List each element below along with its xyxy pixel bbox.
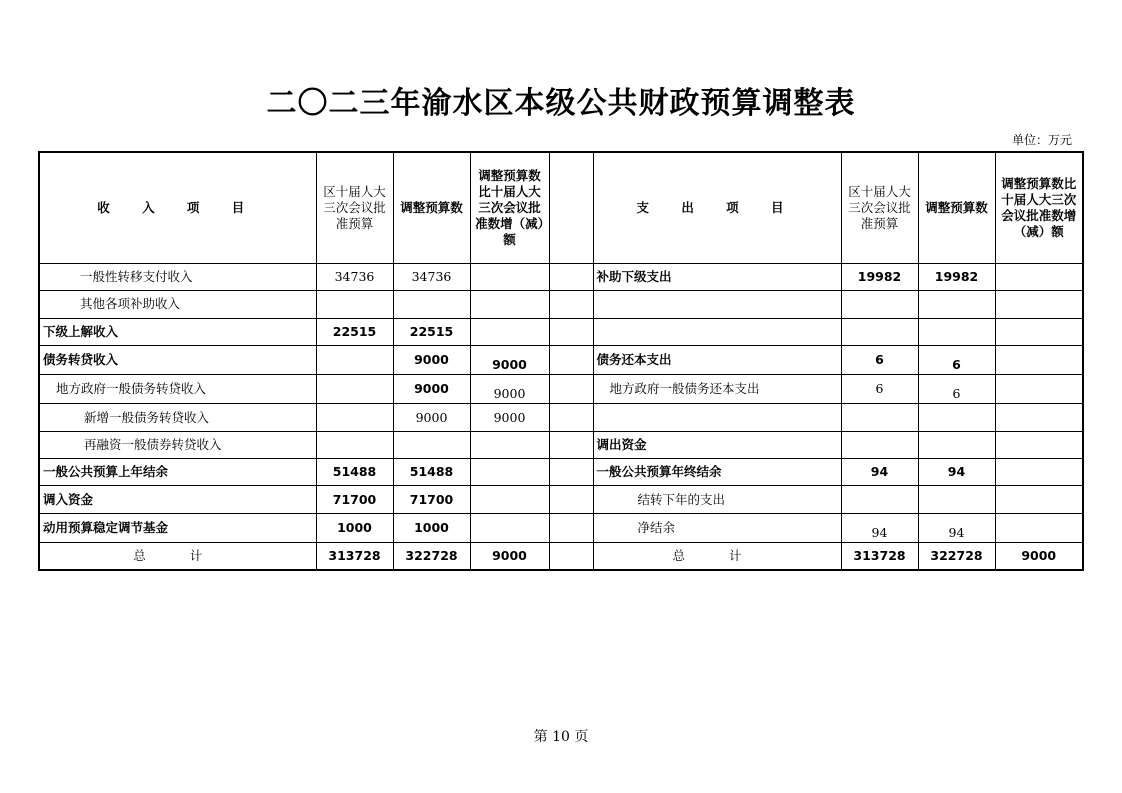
income-label: 地方政府一般债务转贷收入 bbox=[39, 375, 316, 404]
expense-adjusted: 6 bbox=[918, 345, 995, 374]
table-row bbox=[39, 404, 1083, 431]
header-row bbox=[39, 152, 1083, 264]
income-adjusted: 9000 bbox=[393, 345, 470, 374]
income-approved: 22515 bbox=[316, 318, 393, 345]
expense-label: 补助下级支出 bbox=[593, 264, 841, 291]
income-approved: 51488 bbox=[316, 459, 393, 486]
expense-label bbox=[593, 318, 841, 345]
expense-adjusted bbox=[918, 291, 995, 318]
expense-total-label: 总 计 bbox=[593, 542, 841, 570]
expense-approved: 94 bbox=[841, 459, 918, 486]
column-gap bbox=[549, 404, 593, 431]
column-gap bbox=[549, 264, 593, 291]
expense-approved bbox=[841, 486, 918, 513]
expense-label bbox=[593, 291, 841, 318]
table-row bbox=[39, 431, 1083, 458]
income-adjusted: 9000 bbox=[393, 375, 470, 404]
income-label: 一般公共预算上年结余 bbox=[39, 459, 316, 486]
income-change: 9000 bbox=[470, 404, 549, 431]
income-label: 一般性转移支付收入 bbox=[39, 264, 316, 291]
expense-adjusted: 6 bbox=[918, 375, 995, 404]
income-approved bbox=[316, 431, 393, 458]
expense-total-adjusted: 322728 bbox=[918, 542, 995, 570]
header-income-item: 收 入 项 目 bbox=[39, 152, 316, 264]
income-label: 债务转贷收入 bbox=[39, 345, 316, 374]
expense-approved: 6 bbox=[841, 345, 918, 374]
expense-change bbox=[995, 264, 1083, 291]
column-gap bbox=[549, 513, 593, 542]
table-row bbox=[39, 291, 1083, 318]
income-change bbox=[470, 291, 549, 318]
income-approved bbox=[316, 345, 393, 374]
expense-label: 债务还本支出 bbox=[593, 345, 841, 374]
income-change bbox=[470, 264, 549, 291]
table-row bbox=[39, 264, 1083, 291]
income-total-change: 9000 bbox=[470, 542, 549, 570]
expense-approved bbox=[841, 318, 918, 345]
income-label: 再融资一般债券转贷收入 bbox=[39, 431, 316, 458]
column-gap bbox=[549, 152, 593, 264]
page-title: 二〇二三年渝水区本级公共财政预算调整表 bbox=[266, 86, 856, 121]
income-label: 新增一般债务转贷收入 bbox=[39, 404, 316, 431]
expense-total-change: 9000 bbox=[995, 542, 1083, 570]
income-adjusted: 9000 bbox=[393, 404, 470, 431]
income-approved bbox=[316, 291, 393, 318]
income-total-label: 总 计 bbox=[39, 542, 316, 570]
header-income-change: 调整预算数比十届人大三次会议批准数增（减）额 bbox=[470, 152, 549, 264]
income-approved: 1000 bbox=[316, 513, 393, 542]
income-approved: 71700 bbox=[316, 486, 393, 513]
expense-adjusted bbox=[918, 404, 995, 431]
table-row bbox=[39, 486, 1083, 513]
expense-adjusted: 94 bbox=[918, 513, 995, 542]
column-gap bbox=[549, 318, 593, 345]
header-expense-item: 支 出 项 目 bbox=[593, 152, 841, 264]
table-row bbox=[39, 459, 1083, 486]
income-adjusted: 71700 bbox=[393, 486, 470, 513]
income-label: 下级上解收入 bbox=[39, 318, 316, 345]
expense-approved bbox=[841, 431, 918, 458]
income-label: 调入资金 bbox=[39, 486, 316, 513]
expense-approved: 6 bbox=[841, 375, 918, 404]
expense-label: 调出资金 bbox=[593, 431, 841, 458]
table-row bbox=[39, 375, 1083, 404]
expense-change bbox=[995, 431, 1083, 458]
page-number: 第 10 页 bbox=[533, 729, 589, 745]
expense-change bbox=[995, 291, 1083, 318]
income-adjusted bbox=[393, 291, 470, 318]
header-expense-approved: 区十届人大三次会议批准预算 bbox=[841, 152, 918, 264]
column-gap bbox=[549, 345, 593, 374]
table-row bbox=[39, 345, 1083, 374]
income-adjusted: 51488 bbox=[393, 459, 470, 486]
unit-label: 单位：万元 bbox=[1011, 133, 1072, 147]
expense-label: 净结余 bbox=[593, 513, 841, 542]
expense-adjusted bbox=[918, 431, 995, 458]
column-gap bbox=[549, 459, 593, 486]
expense-label: 一般公共预算年终结余 bbox=[593, 459, 841, 486]
header-expense-adjusted: 调整预算数 bbox=[918, 152, 995, 264]
income-change: 9000 bbox=[470, 345, 549, 374]
column-gap bbox=[549, 486, 593, 513]
income-approved bbox=[316, 404, 393, 431]
income-adjusted: 34736 bbox=[393, 264, 470, 291]
header-income-approved: 区十届人大三次会议批准预算 bbox=[316, 152, 393, 264]
income-change bbox=[470, 318, 549, 345]
income-change bbox=[470, 431, 549, 458]
column-gap bbox=[549, 291, 593, 318]
expense-change bbox=[995, 404, 1083, 431]
expense-change bbox=[995, 459, 1083, 486]
income-adjusted bbox=[393, 431, 470, 458]
income-label: 其他各项补助收入 bbox=[39, 291, 316, 318]
total-row bbox=[39, 542, 1083, 570]
expense-approved: 94 bbox=[841, 513, 918, 542]
column-gap bbox=[549, 431, 593, 458]
expense-change bbox=[995, 318, 1083, 345]
column-gap bbox=[549, 375, 593, 404]
expense-change bbox=[995, 513, 1083, 542]
budget-adjustment-table bbox=[38, 151, 1084, 571]
expense-change bbox=[995, 486, 1083, 513]
expense-label: 结转下年的支出 bbox=[593, 486, 841, 513]
expense-adjusted: 19982 bbox=[918, 264, 995, 291]
table-row bbox=[39, 318, 1083, 345]
table-row bbox=[39, 513, 1083, 542]
expense-label bbox=[593, 404, 841, 431]
income-total-approved: 313728 bbox=[316, 542, 393, 570]
income-adjusted: 22515 bbox=[393, 318, 470, 345]
income-change: 9000 bbox=[470, 375, 549, 404]
income-change bbox=[470, 459, 549, 486]
income-approved bbox=[316, 375, 393, 404]
income-adjusted: 1000 bbox=[393, 513, 470, 542]
expense-approved bbox=[841, 404, 918, 431]
expense-change bbox=[995, 375, 1083, 404]
income-approved: 34736 bbox=[316, 264, 393, 291]
expense-total-approved: 313728 bbox=[841, 542, 918, 570]
expense-adjusted bbox=[918, 318, 995, 345]
expense-adjusted bbox=[918, 486, 995, 513]
header-expense-change: 调整预算数比十届人大三次会议批准数增（减）额 bbox=[995, 152, 1083, 264]
income-change bbox=[470, 513, 549, 542]
expense-adjusted: 94 bbox=[918, 459, 995, 486]
income-total-adjusted: 322728 bbox=[393, 542, 470, 570]
expense-label: 地方政府一般债务还本支出 bbox=[593, 375, 841, 404]
header-income-adjusted: 调整预算数 bbox=[393, 152, 470, 264]
income-label: 动用预算稳定调节基金 bbox=[39, 513, 316, 542]
expense-approved: 19982 bbox=[841, 264, 918, 291]
income-change bbox=[470, 486, 549, 513]
expense-approved bbox=[841, 291, 918, 318]
expense-change bbox=[995, 345, 1083, 374]
column-gap bbox=[549, 542, 593, 570]
